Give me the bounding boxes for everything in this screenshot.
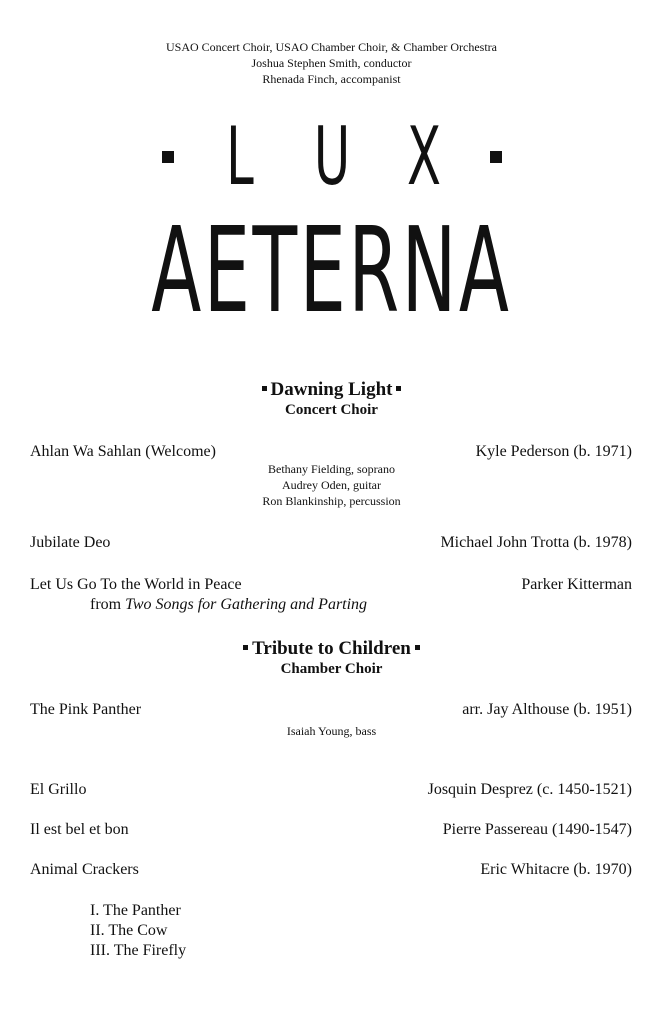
section-title-text: Tribute to Children <box>252 638 411 659</box>
program-row-letusgo <box>30 575 632 595</box>
piece-title: El Grillo <box>30 781 87 798</box>
ensembles-line: USAO Concert Choir, USAO Chamber Choir, & Chamber Orchestra <box>166 40 497 54</box>
bullet-square-icon <box>262 386 267 391</box>
piece-composer: Kyle Pederson (b. 1971) <box>475 443 632 460</box>
piece-title: Animal Crackers <box>30 861 139 878</box>
program-row-animal <box>30 860 632 880</box>
movement-item: I. The Panther <box>90 902 181 919</box>
performer: Bethany Fielding, soprano <box>268 462 395 476</box>
title-dot-right <box>490 151 502 163</box>
source-prefix: from <box>90 596 126 613</box>
program-row-jubilate <box>30 533 632 553</box>
program-row-elgrillo <box>30 780 632 800</box>
title-aeterna: AETERNA <box>151 201 512 339</box>
performers-ahlan <box>0 461 663 509</box>
source-work: Two Songs for Gathering and Parting <box>125 596 368 613</box>
title-letter: U <box>313 110 350 203</box>
performer: Isaiah Young, bass <box>286 724 377 738</box>
performers-pinkpanther <box>0 723 663 739</box>
piece-source <box>90 595 367 615</box>
title-letter: X <box>406 110 441 203</box>
performer: Ron Blankinship, percussion <box>262 494 401 508</box>
program-row-pinkpanther <box>30 700 632 720</box>
piece-composer: Eric Whitacre (b. 1970) <box>480 861 632 878</box>
bullet-square-icon <box>396 386 401 391</box>
program-row-ahlan <box>30 442 632 462</box>
title-lux <box>0 112 663 202</box>
movement-item: III. The Firefly <box>90 942 187 959</box>
performer: Audrey Oden, guitar <box>282 478 381 492</box>
piece-composer: Parker Kitterman <box>521 576 632 593</box>
section-title-text: Dawning Light <box>270 379 393 400</box>
title-letter: L <box>225 110 254 203</box>
bullet-square-icon <box>415 645 420 650</box>
piece-composer: Pierre Passereau (1490-1547) <box>442 821 632 838</box>
piece-title: Ahlan Wa Sahlan (Welcome) <box>30 443 216 460</box>
section-ensemble: Chamber Choir <box>280 661 383 677</box>
conductor-line: Joshua Stephen Smith, conductor <box>251 56 412 70</box>
piece-title: The Pink Panther <box>30 701 142 718</box>
section-tribute-to-children <box>0 638 663 678</box>
title-dot-left <box>162 151 174 163</box>
ensemble-credits <box>0 39 663 87</box>
accompanist-line: Rhenada Finch, accompanist <box>262 72 401 86</box>
bullet-square-icon <box>243 645 248 650</box>
section-title <box>0 638 663 660</box>
section-dawning-light <box>0 379 663 419</box>
program-row-ilest <box>30 820 632 840</box>
piece-composer: Michael John Trotta (b. 1978) <box>440 534 632 551</box>
movement-item: II. The Cow <box>90 922 168 939</box>
section-title <box>0 379 663 401</box>
piece-title: Jubilate Deo <box>30 534 111 551</box>
piece-title: Let Us Go To the World in Peace <box>30 576 242 593</box>
section-ensemble: Concert Choir <box>285 402 378 418</box>
piece-composer: Josquin Desprez (c. 1450-1521) <box>427 781 632 798</box>
piece-title: Il est bel et bon <box>30 821 129 838</box>
movement-list <box>90 901 186 961</box>
piece-composer: arr. Jay Althouse (b. 1951) <box>462 701 632 718</box>
